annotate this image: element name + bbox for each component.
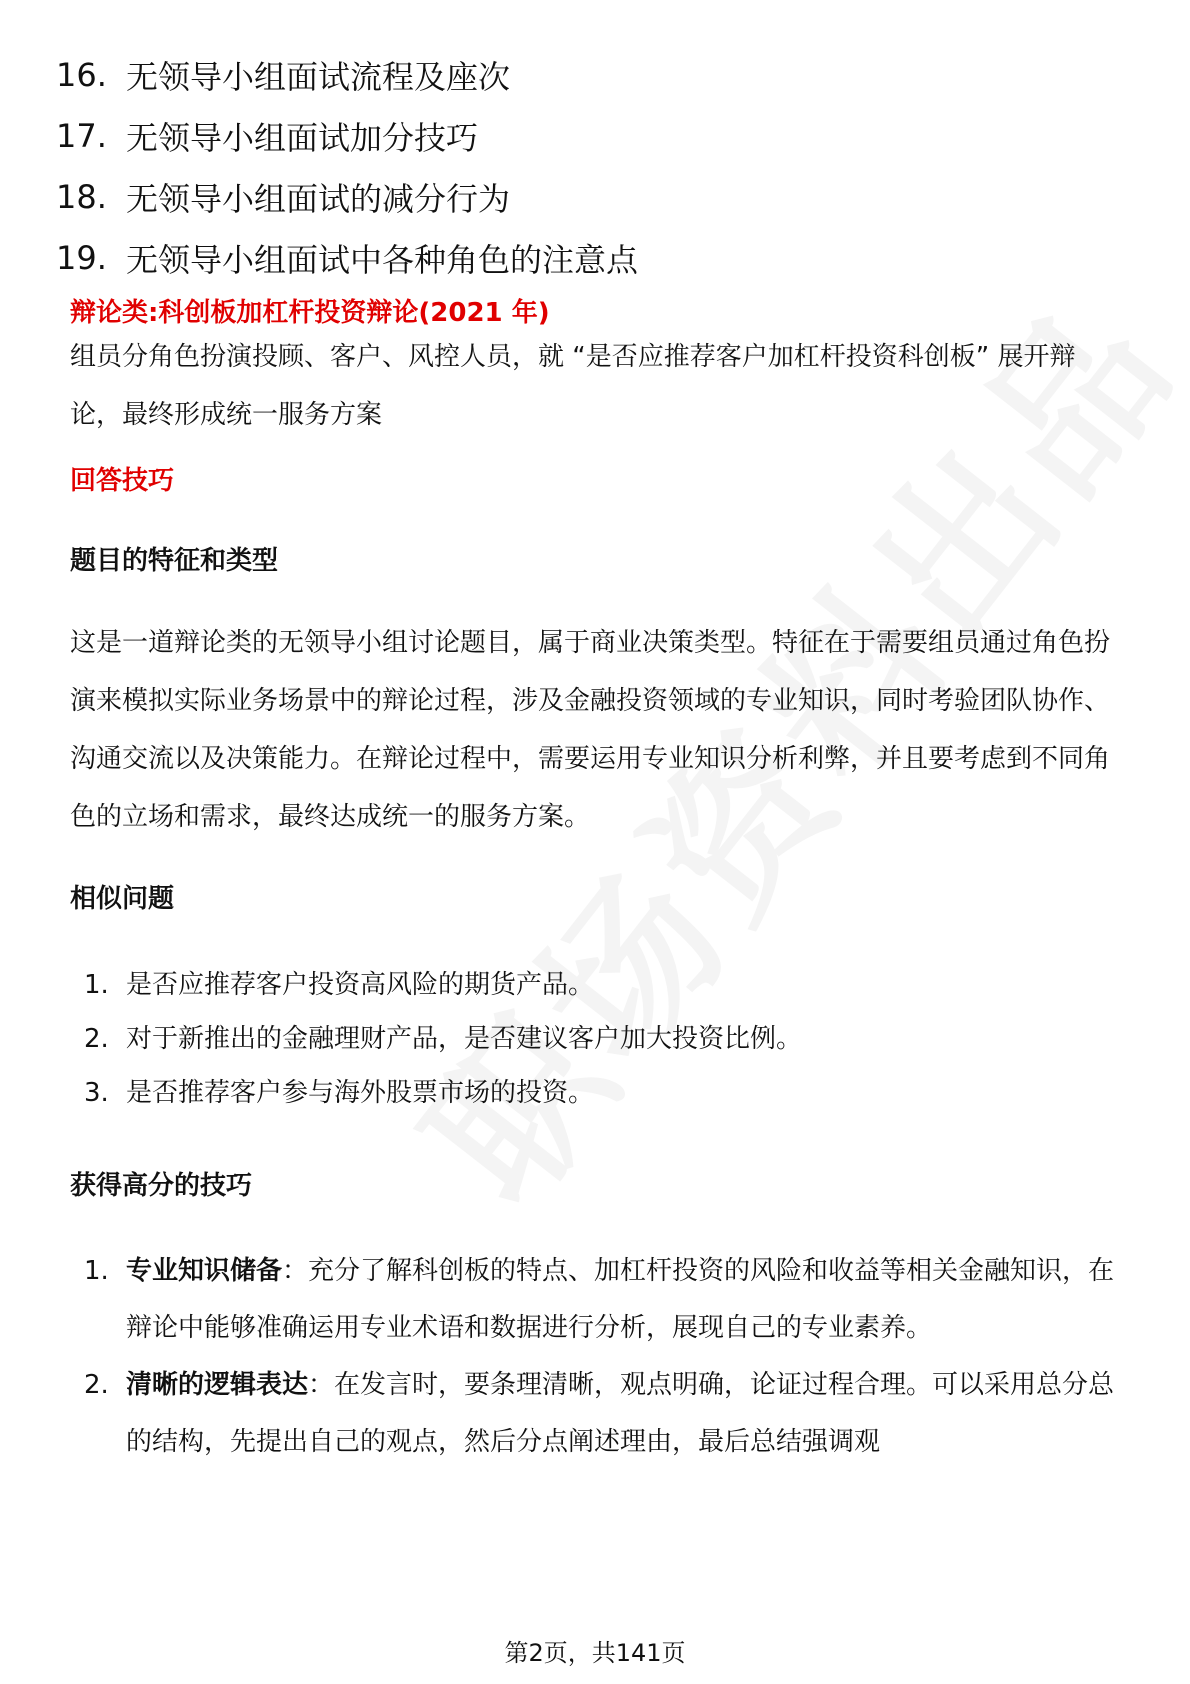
list-text: 是否推荐客户参与海外股票市场的投资。 xyxy=(126,1078,595,1108)
list-item xyxy=(70,1012,1125,1066)
toc-text: 无领导小组面试中各种角色的注意点 xyxy=(126,240,639,279)
toc-text: 无领导小组面试的减分行为 xyxy=(126,179,511,218)
tip-text: ：充分了解科创板的特点、加杠杆投资的风险和收益等相关金融知识，在辩论中能够准确运用专业术语和数据进行分析，展现自己的专业素养。 xyxy=(126,1256,1115,1343)
tips-heading: 获得高分的技巧 xyxy=(70,1171,253,1201)
tips-list xyxy=(70,1243,1125,1471)
list-item xyxy=(70,1357,1125,1471)
toc-number: 19. xyxy=(56,238,107,277)
toc-number: 18. xyxy=(56,177,107,216)
intro-paragraph: 组员分角色扮演投顾、客户、风控人员，就 “是否应推荐客户加杠杆投资科创板” 展开辩论，最终形成统一服务方案 xyxy=(70,342,1076,430)
page-footer: 第2页，共141页 xyxy=(504,1639,686,1667)
answer-tips-heading: 回答技巧 xyxy=(70,466,175,496)
list-text xyxy=(126,1357,1125,1471)
list-number: 1. xyxy=(84,1256,109,1286)
list-text: 是否应推荐客户投资高风险的期货产品。 xyxy=(126,970,595,1000)
similar-list xyxy=(70,958,1125,1120)
toc-number: 16. xyxy=(56,55,107,94)
list-number: 1. xyxy=(84,970,109,1000)
list-text: 对于新推出的金融理财产品，是否建议客户加大投资比例。 xyxy=(126,1024,803,1054)
toc-item xyxy=(56,105,638,166)
list-number: 2. xyxy=(84,1024,109,1054)
feature-heading: 题目的特征和类型 xyxy=(70,546,279,576)
list-item xyxy=(70,958,1125,1012)
tip-bold-label: 清晰的逻辑表达 xyxy=(126,1370,309,1400)
list-number: 2. xyxy=(84,1370,109,1400)
toc-item xyxy=(56,166,638,227)
tip-bold-label: 专业知识储备 xyxy=(126,1256,283,1286)
toc-list xyxy=(56,44,638,288)
toc-item xyxy=(56,44,638,105)
toc-text: 无领导小组面试加分技巧 xyxy=(126,118,479,157)
tip-text: ：在发言时，要条理清晰，观点明确，论证过程合理。可以采用总分总的结构，先提出自己的观点，然后分点阐述理由，最后总结强调观 xyxy=(126,1370,1115,1457)
toc-text: 无领导小组面试流程及座次 xyxy=(126,57,511,96)
list-number: 3. xyxy=(84,1078,109,1108)
toc-item xyxy=(56,227,638,288)
similar-heading: 相似问题 xyxy=(70,884,175,914)
list-text xyxy=(126,1243,1125,1357)
list-item xyxy=(70,1066,1125,1120)
feature-paragraph: 这是一道辩论类的无领导小组讨论题目，属于商业决策类型。特征在于需要组员通过角色扮演来模拟实际业务场景中的辩论过程，涉及金融投资领域的专业知识，同时考验团队协作、沟通交流以及决策能力。在辩论过程中，需要运用专业知识分析利弊，并且要考虑到不同角色的立场和需求，最终达成统一的服务方案。 xyxy=(70,628,1111,832)
toc-number: 17. xyxy=(56,116,107,155)
list-item xyxy=(70,1243,1125,1357)
section-title: 辩论类:科创板加杠杆投资辩论(2021 年) xyxy=(70,298,550,328)
